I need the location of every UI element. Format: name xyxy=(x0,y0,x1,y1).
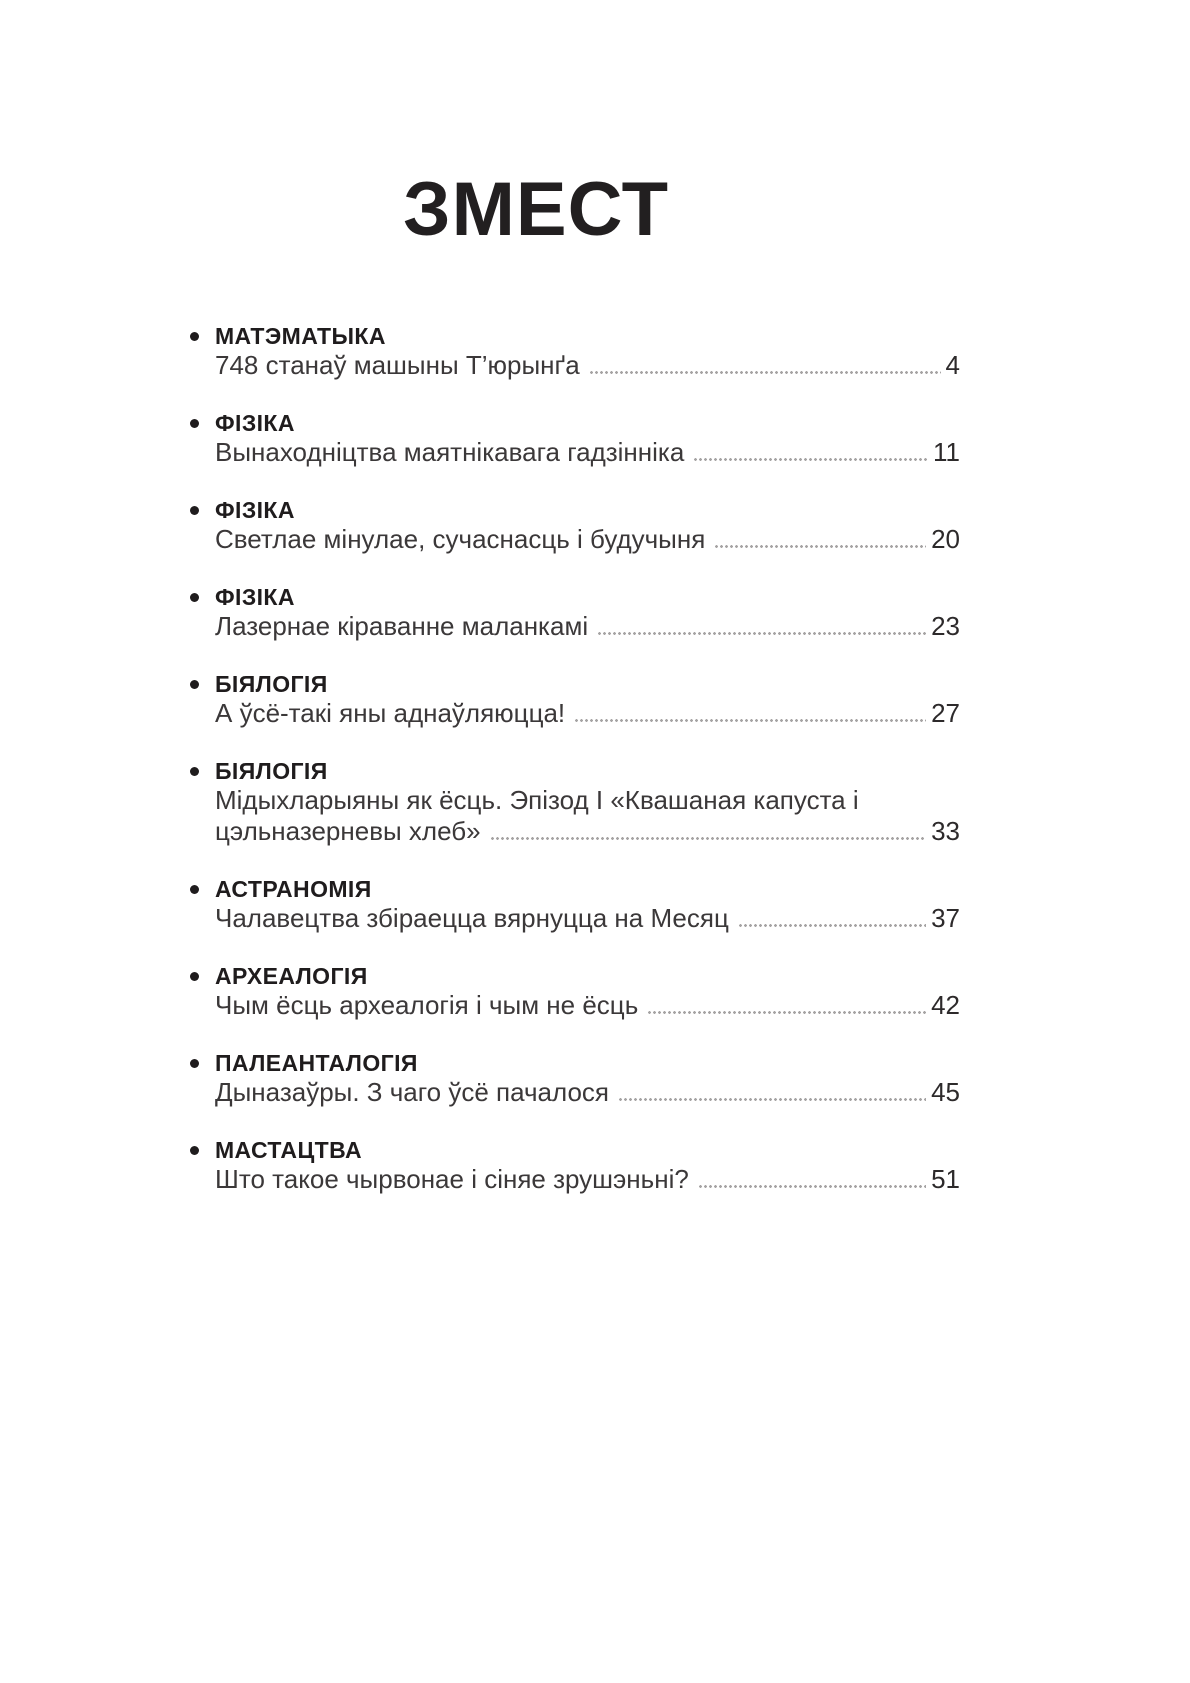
bullet-icon xyxy=(190,1059,199,1068)
bullet-icon xyxy=(190,419,199,428)
entry-lines xyxy=(215,437,960,468)
entry-title-row xyxy=(215,611,960,642)
page-title: ЗМЕСТ xyxy=(402,167,670,252)
entry-category: ФІЗІКА xyxy=(215,584,295,610)
bullet-icon xyxy=(190,593,199,602)
bullet-icon xyxy=(190,767,199,776)
dotted-leader xyxy=(738,924,926,927)
entry-category: БІЯЛОГІЯ xyxy=(215,671,328,697)
entry-page-number: 23 xyxy=(931,611,960,641)
entry-page-number: 33 xyxy=(931,816,960,846)
toc-entry xyxy=(185,875,960,934)
dotted-leader xyxy=(618,1098,926,1101)
bullet-icon xyxy=(190,332,199,341)
entry-title: цэльназерневы хлеб» xyxy=(215,816,481,846)
entry-page-number: 51 xyxy=(931,1164,960,1194)
entry-title-line: Мідыхларыяны як ёсць. Эпізод I «Квашаная капуста і xyxy=(215,785,859,815)
toc-entry xyxy=(185,583,960,642)
entry-lines xyxy=(215,350,960,381)
dotted-leader xyxy=(714,545,926,548)
dotted-leader xyxy=(574,719,926,722)
entry-title: Дыназаўры. З чаго ўсё пачалося xyxy=(215,1077,609,1107)
entry-lines xyxy=(215,1164,960,1195)
toc-entry xyxy=(185,496,960,555)
bullet-icon xyxy=(190,972,199,981)
entry-title-row xyxy=(215,1164,960,1195)
toc-entry xyxy=(185,1049,960,1108)
toc-entry xyxy=(185,670,960,729)
entry-category: АРХЕАЛОГІЯ xyxy=(215,963,368,989)
dotted-leader xyxy=(647,1011,926,1014)
dotted-leader xyxy=(589,371,941,374)
entry-lines xyxy=(215,785,960,847)
dotted-leader xyxy=(693,458,928,461)
dotted-leader xyxy=(698,1185,926,1188)
entry-title: 748 станаў машыны Т’юрынґа xyxy=(215,350,580,380)
entry-lines xyxy=(215,524,960,555)
entry-lines xyxy=(215,698,960,729)
entry-page-number: 20 xyxy=(931,524,960,554)
entry-title: А ўсё-такі яны аднаўляюцца! xyxy=(215,698,566,728)
entry-category: ПАЛЕАНТАЛОГІЯ xyxy=(215,1050,418,1076)
entry-title-row xyxy=(215,698,960,729)
toc-entry xyxy=(185,322,960,381)
toc-entry xyxy=(185,409,960,468)
entry-page-number: 27 xyxy=(931,698,960,728)
entry-category: ФІЗІКА xyxy=(215,497,295,523)
entry-title: Вынаходніцтва маятнікавага гадзінніка xyxy=(215,437,685,467)
entry-category: ФІЗІКА xyxy=(215,410,295,436)
toc-entry xyxy=(185,757,960,847)
entry-lines xyxy=(215,1077,960,1108)
entry-page-number: 45 xyxy=(931,1077,960,1107)
entry-lines xyxy=(215,903,960,934)
entry-lines xyxy=(215,990,960,1021)
bullet-icon xyxy=(190,506,199,515)
entry-title: Чым ёсць археалогія і чым не ёсць xyxy=(215,990,639,1020)
entry-title-row xyxy=(215,816,960,847)
entry-title: Чалавецтва збіраецца вярнуцца на Месяц xyxy=(215,903,729,933)
toc-list xyxy=(185,322,960,1195)
entry-category: МАТЭМАТЫКА xyxy=(215,323,386,349)
entry-title: Лазернае кіраванне маланкамі xyxy=(215,611,589,641)
dotted-leader xyxy=(597,632,926,635)
entry-title-row xyxy=(215,990,960,1021)
entry-title: Што такое чырвонае і сіняе зрушэньні? xyxy=(215,1164,689,1194)
entry-title-row xyxy=(215,903,960,934)
entry-page-number: 42 xyxy=(931,990,960,1020)
entry-category: БІЯЛОГІЯ xyxy=(215,758,328,784)
entry-page-number: 37 xyxy=(931,903,960,933)
entry-title-row xyxy=(215,437,960,468)
entry-page-number: 4 xyxy=(945,350,960,380)
bullet-icon xyxy=(190,1146,199,1155)
bullet-icon xyxy=(190,680,199,689)
entry-lines xyxy=(215,611,960,642)
toc-entry xyxy=(185,1136,960,1195)
entry-category: МАСТАЦТВА xyxy=(215,1137,362,1163)
entry-title-row xyxy=(215,1077,960,1108)
entry-title: Светлае мінулае, сучаснасць і будучыня xyxy=(215,524,706,554)
entry-title-row xyxy=(215,350,960,381)
entry-page-number: 11 xyxy=(933,437,960,467)
bullet-icon xyxy=(190,885,199,894)
entry-title-row xyxy=(215,524,960,555)
toc-entry xyxy=(185,962,960,1021)
entry-category: АСТРАНОМІЯ xyxy=(215,876,372,902)
dotted-leader xyxy=(490,837,926,840)
